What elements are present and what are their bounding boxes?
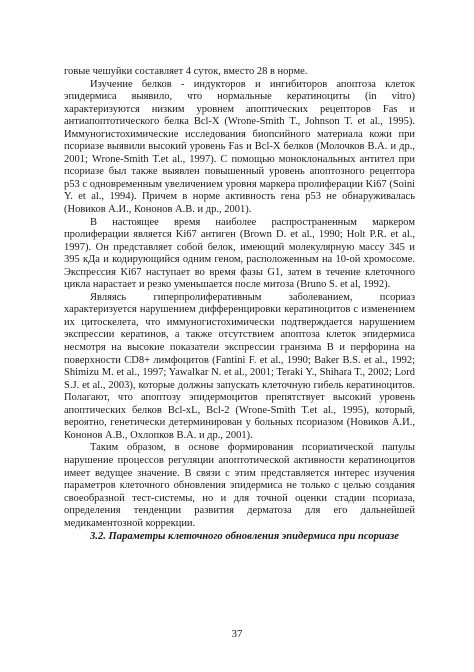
page-body <box>64 66 415 543</box>
page-number: 37 <box>231 628 243 640</box>
paragraph-continuation: говые чешуйки составляет 4 суток, вместо 28 в норме. <box>64 66 308 77</box>
paragraph-hyperproliferative: Являясь гиперпролиферативным заболеванием, псориаз характеризуется нарушением дифференцировки кератиноцитов с изменением их цитоскелета, что иммуногистохимически подтверждается нарушением экспрессии кератинов, а также отсутствием апоптоза клеток эпидермиса несмотря на высокие показатели экспрессии гранзима B и перфорина на поверхности CD8+ лимфоцитов (Fantini F. et al., 1990; Baker B.S. et al., 1992; Shimizu M. et al., 1997; Yawalkar N. et al., 2001; Teraki Y., Shihara T., 2002; Lord S.J. et al., 2003), которые должны запускать клеточную гибель кератиноцитов. Полагают, что апоптозу эпидермоцитов препятствует высокий уровень апоптических белков Bcl-xL, Bcl-2 (Wrone-Smith T.et al., 1995), который, вероятно, генетически детерминирован у больных псориазом (Новиков А.И., Кононов А.В., Охлопков В.А. и др., 2001). <box>64 291 415 441</box>
section-heading: 3.2. Параметры клеточного обновления эпидермиса при псориазе <box>90 531 399 543</box>
paragraph-proteins-apoptosis: Изучение белков - индукторов и ингибиторов апоптоза клеток эпидермиса выявило, что нормальные кератиноциты (in vitro) характеризуются низким уровнем апоптических рецепторов Fas и антиапоптотического белка Bcl-X (Wrone-Smith T., Johnson T. et al., 1995). Иммуногистохимические исследования биопсийного материала кожи при псориазе выявили высокий уровень Fas и Bcl-X белков (Молочков В.А. и др., 2001; Wrone-Smith T.et al., 1997). С помощью моноклональных антител при псориазе был также выявлен повышенный уровень апоптозного рецептора p53 с одновременным увеличением уровня маркера пролиферации Ki67 (Soini Y. et al., 1994). Причем в норме активность гена p53 не обнаруживалась (Новиков А.И., Кононов А.В. и др., 2001). <box>64 78 415 216</box>
paragraph-conclusion: Таким образом, в основе формирования псориатической папулы нарушение процессов регуляции апоптотической активности кератиноцитов имеет ведущее значение. В связи с этим представляется интерес изучения параметров клеточного обновления эпидермиса не только с целью создания своеобразной тест-системы, но и для точной оценки стадии псориаза, определения тенденции развития дерматоза для его дальнейшей медикаментозной коррекции. <box>64 442 415 529</box>
paragraph-ki67-marker: В настоящее время наиболее распространенным маркером пролиферации является Ki67 антиген (Brown D. et al., 1990; Holt P.R. et al., 1997). Он представляет собой белок, имеющий молекулярную массу 345 и 395 кДа и кодирующийся одним геном, расположенным на 10-ой хромосоме. Экспрессия Ki67 наступает во время фазы G1, затем в течение клеточного цикла нарастает и резко уменьшается после митоза (Bruno S. et al, 1992). <box>64 216 415 291</box>
